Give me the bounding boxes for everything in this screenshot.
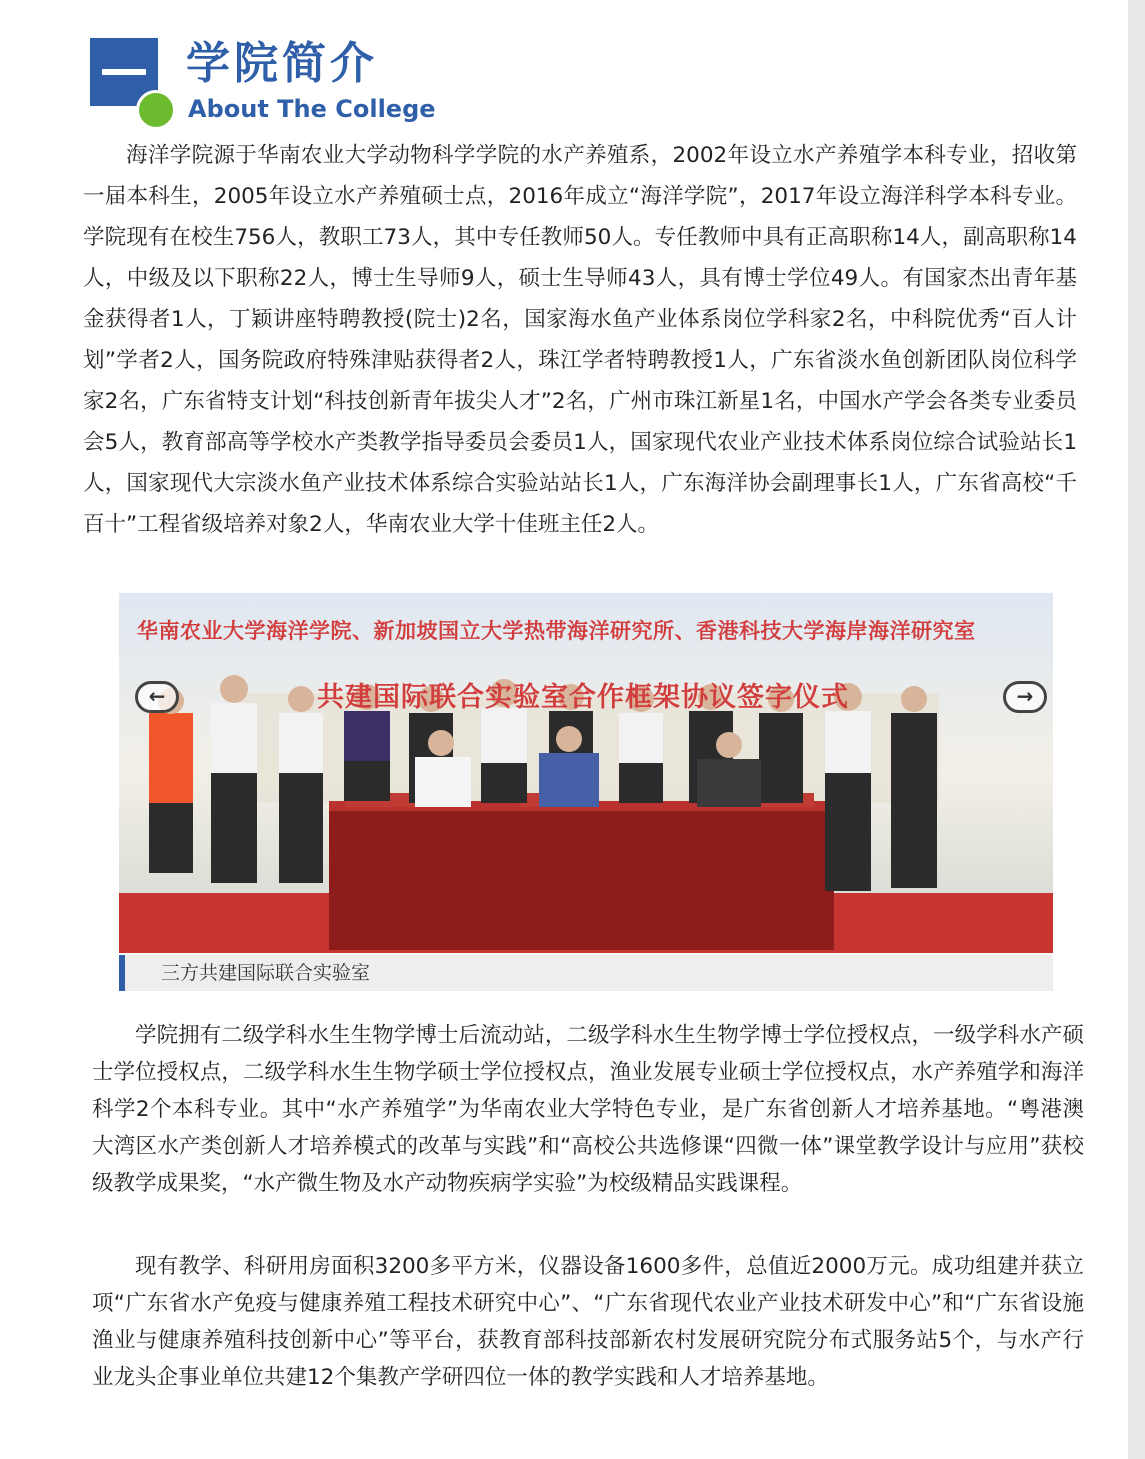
section-subtitle: About The College — [188, 95, 436, 123]
green-dot-icon — [136, 90, 176, 130]
photo-illustration — [119, 593, 1053, 953]
facilities-paragraph: 现有教学、科研用房面积3200多平方米，仪器设备1600多件，总值近2000万元。成功组建并获立项“广东省水产免疫与健康养殖工程技术研究中心”、“广东省现代农业产业技术研发中心”和“广东省设施渔业与健康养殖科技创新中心”等平台，获教育部科技部新农村发展研究院分布式服务站5个，与水产行业龙头企事业单位共建12个集教产学研四位一体的教学实践和人才培养基地。 — [92, 1254, 1084, 1390]
disciplines-paragraph: 学院拥有二级学科水生生物学博士后流动站，二级学科水生生物学博士学位授权点，一级学科水产硕士学位授权点，二级学科水生生物学硕士学位授权点，渔业发展专业硕士学位授权点，水产养殖学和海洋科学2个本科专业。其中“水产养殖学”为华南农业大学特色专业，是广东省创新人才培养基地。“粤港澳大湾区水产类创新人才培养模式的改革与实践”和“高校公共选修课“四微一体”课堂教学设计与应用”获校级教学成果奖，“水产微生物及水产动物疾病学实验”为校级精品实践课程。 — [92, 1023, 1084, 1196]
intro-paragraph: 海洋学院源于华南农业大学动物科学学院的水产养殖系，2002年设立水产养殖学本科专业，招收第一届本科生，2005年设立水产养殖硕士点，2016年成立“海洋学院”，2017年设立海洋科学本科专业。学院现有在校生756人，教职工73人，其中专任教师50人。专任教师中具有正高职称14人，副高职称14人，中级及以下职称22人，博士生导师9人，硕士生导师43人，具有博士学位49人。有国家杰出青年基金获得者1人，丁颖讲座特聘教授(院士)2名，国家海水鱼产业体系岗位学科家2名，中科院优秀“百人计划”学者2人，国务院政府特殊津贴获得者2人，珠江学者特聘教授1人，广东省淡水鱼创新团队岗位科学家2名，广东省特支计划“科技创新青年拔尖人才”2名，广州市珠江新星1名，中国水产学会各类专业委员会5人，教育部高等学校水产类教学指导委员会委员1人，国家现代农业产业技术体系岗位综合试验站长1人，国家现代大宗淡水鱼产业技术体系综合实验站站长1人，广东海洋协会副理事长1人，广东省高校“千百十”工程省级培养对象2人，华南农业大学十佳班主任2人。 — [83, 143, 1077, 537]
next-arrow-icon[interactable]: → — [1003, 681, 1047, 713]
caption-accent — [119, 955, 125, 991]
prev-arrow-icon[interactable]: ← — [135, 681, 179, 713]
photo-banner-line2: 共建国际联合实验室合作框架协议签字仪式 — [317, 682, 849, 713]
photo-banner-line1: 华南农业大学海洋学院、新加坡国立大学热带海洋研究所、香港科技大学海岸海洋研究室 — [137, 619, 976, 643]
section-title: 学院简介 — [186, 38, 378, 89]
photo-caption-bar — [119, 955, 1053, 991]
section-header — [90, 38, 590, 128]
page-edge-strip — [1128, 0, 1145, 1459]
photo-caption: 三方共建国际联合实验室 — [161, 962, 371, 984]
section-number-glyph — [102, 69, 146, 75]
signing-ceremony-photo — [119, 593, 1053, 953]
